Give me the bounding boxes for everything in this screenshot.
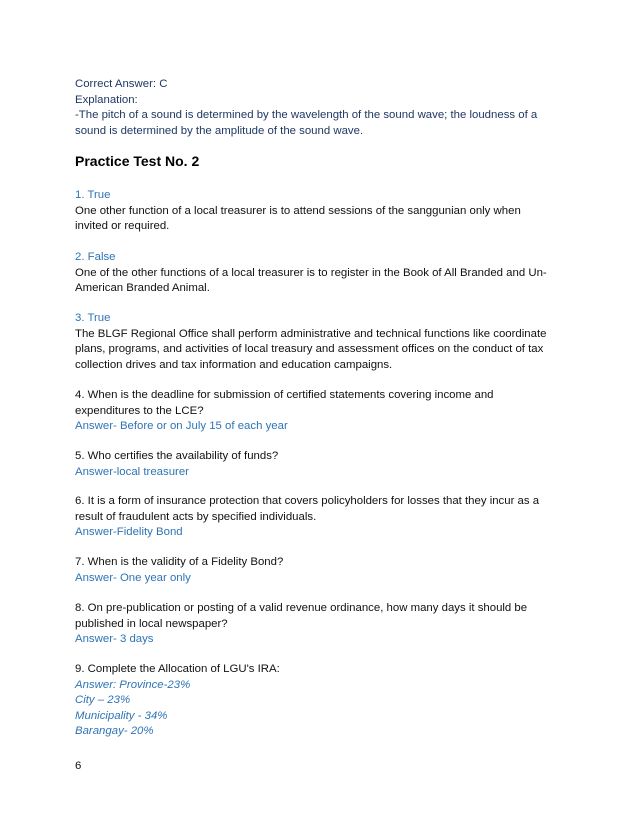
question-text-line: 8. On pre-publication or posting of a valid revenue ordinance, how many days it should be [75,602,528,614]
explanation-text-line: sound is determined by the amplitude of the sound wave. [75,124,364,137]
question-item-2 [75,250,565,297]
question-item-9 [75,662,565,740]
item-text-line: collection drives and tax information and education campaigns. [75,358,393,371]
question-text-line: 7. When is the validity of a Fidelity Bond? [75,556,284,568]
item-text-line: One of the other functions of a local treasurer is to register in the Book of All Branded and Un- [75,266,547,279]
question-item-7 [75,555,565,586]
item-text-line: plans, programs, and activities of local treasury and assessment offices on the conduct of tax [75,343,544,355]
page-number: 6 [75,760,82,772]
question-text-line: published in local newspaper? [75,617,228,630]
question-item-4 [75,388,565,435]
answer-text: Answer- Before or on July 15 of each year [75,420,288,432]
question-item-5 [75,449,565,480]
question-text-line: 4. When is the deadline for submission of certified statements covering income and [75,389,494,401]
question-text-line: result of fraudulent acts by specified individuals. [75,510,317,523]
previous-answer-block [75,77,565,139]
question-item-3 [75,311,565,373]
item-text-line: One other function of a local treasurer is to attend sessions of the sanggunian only when [75,204,521,217]
item-text-line: The BLGF Regional Office shall perform administrative and technical functions like coordinate [75,327,547,340]
question-item-1 [75,188,565,235]
question-text-line: 6. It is a form of insurance protection that covers policyholders for losses that they incur as a [75,495,540,507]
question-item-8 [75,601,565,648]
item-text-line: invited or required. [75,220,170,232]
explanation-label: Explanation: [75,93,138,106]
answer-text: Answer-local treasurer [75,465,189,478]
question-text-line: 5. Who certifies the availability of funds? [75,450,279,462]
section-title: Practice Test No. 2 [75,153,200,169]
answer-text: Answer- One year only [75,571,191,584]
correct-answer: Correct Answer: C [75,78,168,90]
question-text-line: expenditures to the LCE? [75,404,204,417]
item-label: 2. False [75,251,116,263]
item-label: 3. True [75,312,111,324]
answer-text: Answer-Fidelity Bond [75,526,183,538]
answer-text-line: City – 23% [75,694,131,706]
question-text-line: 9. Complete the Allocation of LGU's IRA: [75,663,280,675]
question-item-6 [75,494,565,541]
item-label: 1. True [75,189,111,201]
answer-text-line: Barangay- 20% [75,725,154,737]
answer-text: Answer- 3 days [75,633,154,645]
answer-text-line: Municipality - 34% [75,709,168,722]
answer-text-line: Answer: Province-23% [75,678,191,691]
item-text-line: American Branded Animal. [75,282,210,294]
explanation-text-line: -The pitch of a sound is determined by the wavelength of the sound wave; the loudness of a [75,109,538,121]
